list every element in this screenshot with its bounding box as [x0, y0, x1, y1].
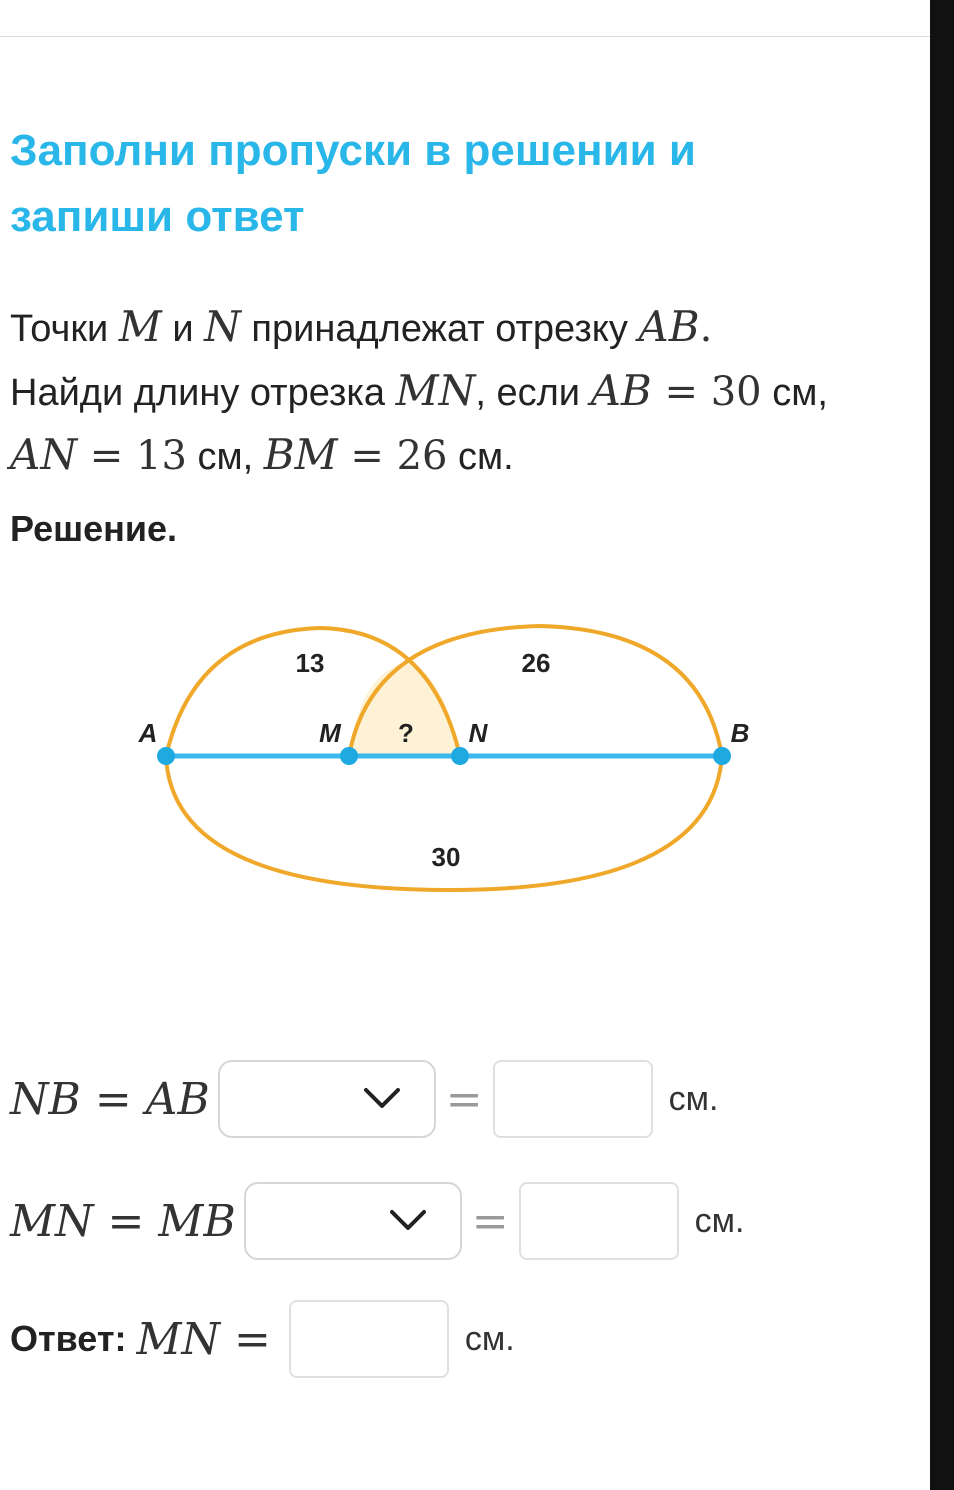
problem-statement	[10, 296, 910, 488]
answer-row: Ответ: MN = см.	[10, 1294, 515, 1384]
operation-select-nb[interactable]	[218, 1060, 436, 1138]
equation-mn: MN = MB = см.	[10, 1176, 744, 1266]
segment-diagram	[0, 560, 900, 920]
nb-value-input[interactable]	[493, 1060, 653, 1138]
label-m: M	[319, 718, 341, 748]
label-26: 26	[521, 648, 551, 678]
point-a	[157, 747, 175, 765]
point-n	[451, 747, 469, 765]
problem-line-3: AN = 13 см, BM = 26 см.	[10, 430, 514, 479]
point-m	[340, 747, 358, 765]
label-30: 30	[431, 842, 461, 872]
label-unknown: ?	[398, 718, 414, 748]
point-b	[713, 747, 731, 765]
label-n: N	[468, 718, 488, 748]
operation-select-mn[interactable]	[244, 1182, 462, 1260]
label-a: A	[138, 718, 158, 748]
answer-input[interactable]	[289, 1300, 449, 1378]
header-divider	[0, 36, 930, 37]
label-13: 13	[295, 648, 325, 678]
problem-line-1: Точки M и N принадлежат отрезку AB.	[10, 302, 713, 351]
solution-label: Решение.	[10, 508, 178, 549]
screen-edge	[930, 0, 954, 1490]
task-title: Заполни пропуски в решении и запиши ответ	[10, 126, 696, 241]
chevron-down-icon	[388, 1206, 428, 1236]
problem-line-2: Найди длину отрезка MN, если AB = 30 см,	[10, 366, 828, 415]
label-b: B	[730, 718, 750, 748]
mn-value-input[interactable]	[519, 1182, 679, 1260]
equation-nb: NB = AB = см.	[10, 1054, 719, 1144]
chevron-down-icon	[362, 1084, 402, 1114]
